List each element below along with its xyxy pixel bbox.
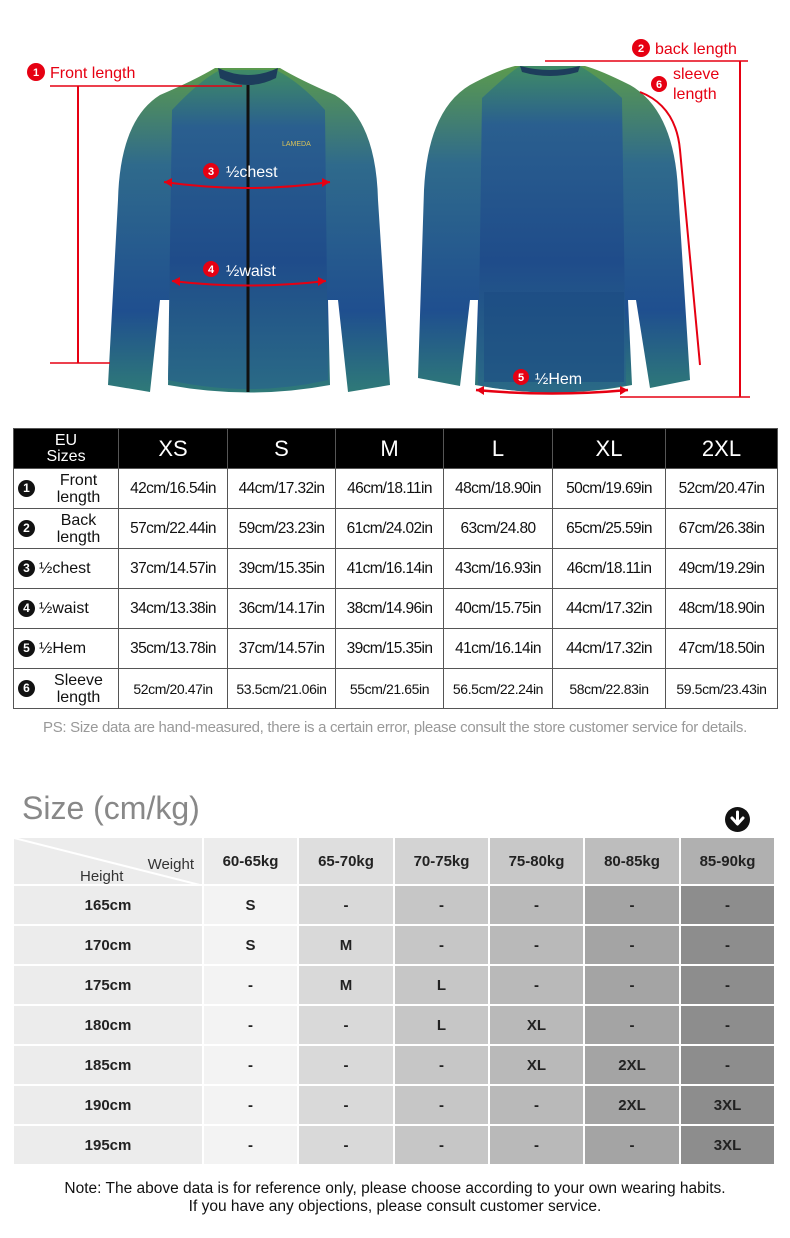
measurement-row-back-length (14, 509, 778, 549)
size-cell: - (395, 1126, 490, 1166)
row-label: 2 Back length (14, 509, 119, 549)
table-cell: 39cm/15.35in (336, 629, 444, 669)
table-cell: 44cm/17.32in (228, 469, 336, 509)
height-cell: 170cm (14, 926, 204, 966)
number-badge: 4 (18, 600, 35, 617)
eu-header-line1: EU (54, 431, 78, 449)
callout-2-number: 2 (637, 43, 645, 55)
size-cell: - (681, 966, 776, 1006)
table-cell: 37cm/14.57in (119, 549, 228, 589)
table-cell: 67cm/26.38in (666, 509, 778, 549)
height-axis-label: Height (80, 868, 124, 885)
size-cell: 2XL (585, 1046, 681, 1086)
size-cell: - (395, 1086, 490, 1126)
weight-header-row (14, 838, 776, 886)
size-cell: - (204, 1086, 299, 1126)
size-cell: - (395, 926, 490, 966)
weight-header: 65-70kg (299, 838, 395, 886)
row-label: 4 ½waist (14, 589, 119, 629)
size-cell: - (681, 926, 776, 966)
table-cell: 44cm/17.32in (553, 589, 666, 629)
size-cell: - (204, 966, 299, 1006)
size-cell: - (681, 886, 776, 926)
sleeve-label-line1: sleeve (673, 66, 720, 83)
size-header: S (228, 429, 336, 469)
row-label: 1 Front length (14, 469, 119, 509)
size-cell: - (395, 1046, 490, 1086)
weight-header: 85-90kg (681, 838, 776, 886)
size-cell: - (395, 886, 490, 926)
row-label: 5 ½Hem (14, 629, 119, 669)
height-cell: 175cm (14, 966, 204, 1006)
height-cell: 190cm (14, 1086, 204, 1126)
table-cell: 53.5cm/21.06in (228, 669, 336, 709)
table-cell: 65cm/25.59in (553, 509, 666, 549)
number-badge: 3 (18, 560, 35, 577)
table-cell: 55cm/21.65in (336, 669, 444, 709)
size-header: M (336, 429, 444, 469)
size-chart-title: Size (cm/kg) (22, 790, 200, 826)
weight-header: 70-75kg (395, 838, 490, 886)
eu-header-line2: Sizes (46, 447, 86, 465)
chest-label: ½chest (226, 164, 278, 181)
table-cell: 52cm/20.47in (666, 469, 778, 509)
measurement-row-front-length (14, 469, 778, 509)
reference-note (0, 1180, 790, 1216)
table-row (14, 1126, 776, 1166)
note-line1: Note: The above data is for reference only, please choose according to your own wearing habits. (64, 1180, 726, 1197)
size-header: L (444, 429, 553, 469)
table-cell: 37cm/14.57in (228, 629, 336, 669)
table-cell: 41cm/16.14in (336, 549, 444, 589)
back-jersey (418, 66, 690, 393)
table-cell: 38cm/14.96in (336, 589, 444, 629)
front-jersey (108, 68, 390, 393)
size-cell: - (490, 1086, 585, 1126)
hem-label: ½Hem (535, 371, 583, 388)
measurement-row-hem (14, 629, 778, 669)
table-cell: 46cm/18.11in (553, 549, 666, 589)
table-cell: 41cm/16.14in (444, 629, 553, 669)
number-badge: 2 (18, 520, 35, 537)
note-line2: If you have any objections, please consult customer service. (188, 1198, 602, 1215)
size-cell: XL (490, 1006, 585, 1046)
brand-logo: LAMEDA (282, 141, 311, 148)
table-cell: 47cm/18.50in (666, 629, 778, 669)
number-badge: 6 (18, 680, 35, 697)
weight-header: 60-65kg (204, 838, 299, 886)
size-header: XL (553, 429, 666, 469)
size-cell: L (395, 1006, 490, 1046)
size-cell: - (204, 1126, 299, 1166)
front-length-label: Front length (50, 65, 136, 82)
table-cell: 36cm/14.17in (228, 589, 336, 629)
size-cell: - (681, 1006, 776, 1046)
size-cell: - (681, 1046, 776, 1086)
size-cell: - (299, 886, 395, 926)
callout-3-number: 3 (207, 166, 215, 178)
arrow-down-circle-icon (725, 807, 750, 832)
size-cell: - (585, 926, 681, 966)
weight-header: 80-85kg (585, 838, 681, 886)
measurement-row-chest (14, 549, 778, 589)
row-label: 6 Sleeve length (14, 669, 119, 709)
size-cell: S (204, 926, 299, 966)
measurement-table (13, 428, 778, 709)
size-header: 2XL (666, 429, 778, 469)
measurement-row-sleeve-length (14, 669, 778, 709)
callout-4-number: 4 (207, 264, 215, 276)
size-cell: - (585, 1006, 681, 1046)
height-cell: 180cm (14, 1006, 204, 1046)
ps-note: PS: Size data are hand-measured, there is a certain error, please consult the store customer service for details. (43, 719, 747, 736)
waist-label: ½waist (226, 263, 276, 280)
size-cell: 3XL (681, 1086, 776, 1126)
table-cell: 61cm/24.02in (336, 509, 444, 549)
table-row (14, 886, 776, 926)
size-header: XS (119, 429, 228, 469)
table-row (14, 966, 776, 1006)
height-cell: 165cm (14, 886, 204, 926)
table-cell: 63cm/24.80 (444, 509, 553, 549)
table-cell: 59cm/23.23in (228, 509, 336, 549)
size-cell: - (585, 966, 681, 1006)
table-cell: 46cm/18.11in (336, 469, 444, 509)
size-cell: - (299, 1046, 395, 1086)
table-row (14, 1006, 776, 1046)
size-cell: - (490, 1126, 585, 1166)
size-cell: L (395, 966, 490, 1006)
callout-1-number: 1 (32, 67, 40, 79)
size-cell: - (585, 886, 681, 926)
callout-6-number: 6 (655, 79, 663, 91)
weight-axis-label: Weight (147, 856, 194, 873)
table-row (14, 926, 776, 966)
table-row (14, 1046, 776, 1086)
size-cell: - (299, 1086, 395, 1126)
table-cell: 44cm/17.32in (553, 629, 666, 669)
row-label: 3 ½chest (14, 549, 119, 589)
size-cell: 3XL (681, 1126, 776, 1166)
table-cell: 48cm/18.90in (666, 589, 778, 629)
weight-header: 75-80kg (490, 838, 585, 886)
back-length-label: back length (655, 41, 737, 58)
size-cell: - (490, 886, 585, 926)
table-cell: 58cm/22.83in (553, 669, 666, 709)
table-cell: 50cm/19.69in (553, 469, 666, 509)
size-cell: - (204, 1006, 299, 1046)
jersey-measurement-diagram (0, 0, 790, 415)
table-cell: 49cm/19.29in (666, 549, 778, 589)
table-cell: 48cm/18.90in (444, 469, 553, 509)
callout-5-number: 5 (517, 372, 525, 384)
table-cell: 34cm/13.38in (119, 589, 228, 629)
size-cell: - (299, 1006, 395, 1046)
eu-sizes-header (14, 429, 119, 469)
size-cell: S (204, 886, 299, 926)
size-cell: M (299, 926, 395, 966)
sleeve-label-line2: length (673, 86, 717, 103)
measurement-header-row (14, 429, 778, 469)
size-cell: 2XL (585, 1086, 681, 1126)
height-cell: 185cm (14, 1046, 204, 1086)
corner-header (14, 838, 204, 886)
table-cell: 43cm/16.93in (444, 549, 553, 589)
table-row (14, 1086, 776, 1126)
size-cell: XL (490, 1046, 585, 1086)
table-cell: 56.5cm/22.24in (444, 669, 553, 709)
height-cell: 195cm (14, 1126, 204, 1166)
table-cell: 59.5cm/23.43in (666, 669, 778, 709)
size-cell: - (204, 1046, 299, 1086)
size-cell: - (585, 1126, 681, 1166)
size-cell: - (299, 1126, 395, 1166)
number-badge: 5 (18, 640, 35, 657)
number-badge: 1 (18, 480, 35, 497)
table-cell: 57cm/22.44in (119, 509, 228, 549)
table-cell: 52cm/20.47in (119, 669, 228, 709)
size-cell: M (299, 966, 395, 1006)
table-cell: 42cm/16.54in (119, 469, 228, 509)
measurement-row-waist (14, 589, 778, 629)
table-cell: 40cm/15.75in (444, 589, 553, 629)
size-cell: - (490, 926, 585, 966)
size-cell: - (490, 966, 585, 1006)
table-cell: 35cm/13.78in (119, 629, 228, 669)
height-weight-size-table (14, 838, 776, 1166)
table-cell: 39cm/15.35in (228, 549, 336, 589)
